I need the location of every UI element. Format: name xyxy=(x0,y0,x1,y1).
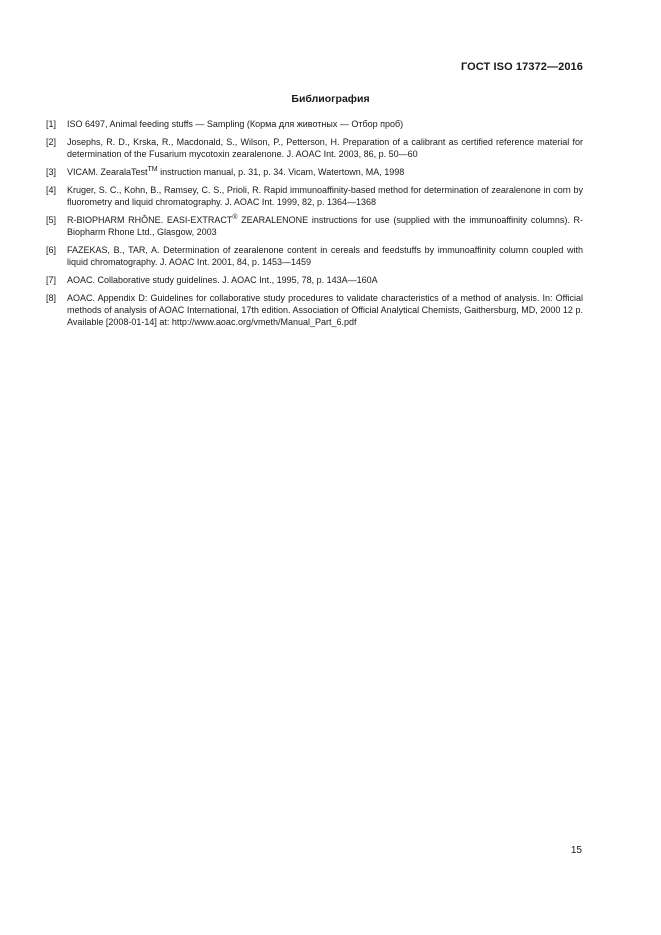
reference-item xyxy=(46,136,583,160)
reference-number: [4] xyxy=(46,185,57,195)
reference-text: Josephs, R. D., Krska, R., Macdonald, S., Wilson, P., Petterson, H. Preparation of a calibrant as certified reference material for determination of the Fusarium mycotoxin zearalenone. J. AOAC Int. 2003, 86, p. 50—60 xyxy=(67,137,583,159)
reference-item xyxy=(46,244,583,268)
reference-text xyxy=(67,214,583,238)
reference-item xyxy=(46,118,583,130)
reference-text-start: VICAM. ZearalaTest xyxy=(67,167,148,177)
reference-text: AOAC. Collaborative study guidelines. J. AOAC Int., 1995, 78, p. 143A—160A xyxy=(67,275,378,285)
reference-item xyxy=(46,214,583,238)
reference-text xyxy=(67,166,583,178)
reference-text: Kruger, S. C., Kohn, B., Ramsey, C. S., Prioli, R. Rapid immunoaffinity-based method for determination of zearalenone in corn by fluorometry and liquid chromatography. J. AOAC Int. 1999, 82, p. 1364—1368 xyxy=(67,185,583,207)
reference-text-end: ZEARALENONE instructions for use (supplied with the immunoaffinity columns). R-Biopharm Rhone Ltd., Glasgow, 2003 xyxy=(67,215,583,237)
reference-number: [8] xyxy=(46,293,57,303)
reference-number: [6] xyxy=(46,245,57,255)
reference-item xyxy=(46,274,583,286)
trademark-superscript: TM xyxy=(147,166,158,173)
reference-text: FAZEKAS, B., TAR, A. Determination of zearalenone content in cereals and feedstuffs by immunoaffinity column coupled with liquid chromatography. J. AOAC Int. 2001, 84, p. 1453—1459 xyxy=(67,245,583,267)
reference-number: [3] xyxy=(46,167,57,177)
bibliography-list xyxy=(46,118,583,334)
reference-text-end: instruction manual, p. 31, p. 34. Vicam, Watertown, MA, 1998 xyxy=(157,167,405,177)
reference-number: [7] xyxy=(46,275,57,285)
reference-item xyxy=(46,292,583,328)
reference-number: [5] xyxy=(46,215,57,225)
reference-text: ISO 6497, Animal feeding stuffs — Sampling (Корма для животных — Отбор проб) xyxy=(67,119,404,129)
bibliography-title: Библиография xyxy=(291,93,370,105)
reference-text: AOAC. Appendix D: Guidelines for collaborative study procedures to validate characteristics of a method of analysis. In: Official methods of analysis of AOAC International, 17th edition. Association of Official Analytical Chemists, Gaithersburg, MD, 2000 12 p. Available [2008-01-14] at: http://www.aoac.org/vmeth/Manual_Part_6.pdf xyxy=(67,293,583,327)
document-code: ГОСТ ISO 17372—2016 xyxy=(460,61,583,73)
reference-text-start: R-BIOPHARM RHÔNE. EASI-EXTRACT xyxy=(67,215,233,225)
page-number: 15 xyxy=(570,845,582,856)
reference-number: [1] xyxy=(46,119,57,129)
reference-item xyxy=(46,184,583,208)
registered-superscript: ® xyxy=(232,214,238,221)
reference-number: [2] xyxy=(46,137,57,147)
reference-item xyxy=(46,166,583,178)
